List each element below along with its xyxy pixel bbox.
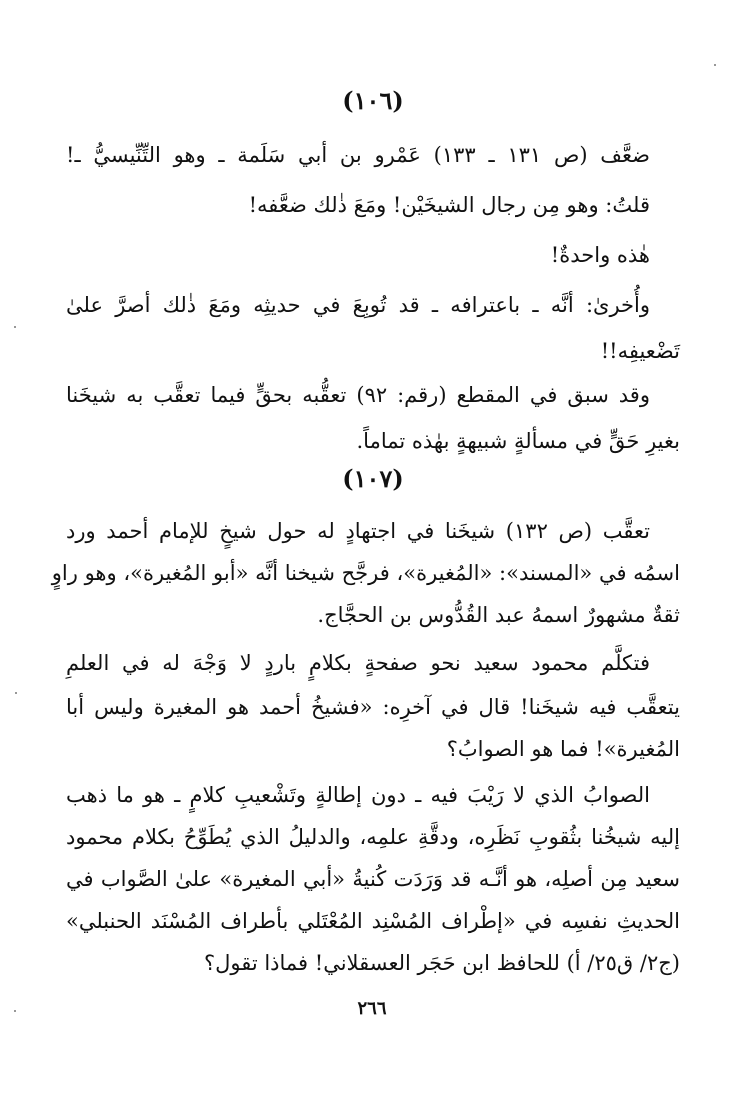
text-line: يتعقَّب فيه شيخَنا! قال في آخرِه: «فشيخُ أحمد هو المغيرة وليس أبا xyxy=(66,695,680,719)
scan-speck xyxy=(15,692,17,694)
section-heading-106: (١٠٦) xyxy=(342,86,404,115)
text-line: سعيد مِن أصلِه، هو أنَّـه قد وَرَدَت كُنيةُ «أبي المغيرة» علىٰ الصَّواب في xyxy=(66,867,680,891)
text-line: اسمُه في «المسند»: «المُغيرة»، فرجَّح شيخنا أنَّه «أبو المُغيرة»، وهو راوٍ xyxy=(51,561,680,585)
text-line: وقد سبق في المقطع (رقم: ٩٢) تعقُّبه بحقٍّ فيما تعقَّب به شيخَنا xyxy=(66,383,650,407)
text-line: قلتُ: وهو مِن رجال الشيخَيْن! ومَعَ ذٰلك ضعَّفه! xyxy=(248,193,650,217)
section-106-body xyxy=(66,140,680,460)
text-line: وأُخرىٰ: أنَّه ـ باعترافه ـ قد تُوبِعَ في حديثِه ومَعَ ذٰلك أصرَّ علىٰ xyxy=(66,293,650,317)
text-line: الصوابُ الذي لا رَيْبَ فيه ـ دون إطالةٍ وتَشْعيبِ كلامٍ ـ هو ما ذهب xyxy=(66,783,650,807)
scan-speck xyxy=(714,64,716,66)
page-number: ٢٦٦ xyxy=(357,998,387,1019)
section-heading-107: (١٠٧) xyxy=(342,464,404,493)
text-line: ثقةٌ مشهورٌ اسمهُ عبد القُدُّوس بن الحجَّاج. xyxy=(317,603,680,627)
text-line: تعقَّب (ص ١٣٢) شيخَنا في اجتهادٍ له حول شيخٍ للإمام أحمد ورد xyxy=(66,519,651,543)
scan-speck xyxy=(14,326,16,328)
text-line: المُغيرة»! فما هو الصوابُ؟ xyxy=(446,737,680,761)
text-line: ضعَّف (ص ١٣١ ـ ١٣٣) عَمْرو بن أبي سَلَمة ـ وهو التِّنِّيسيُّ ـ! xyxy=(66,143,650,167)
scan-speck xyxy=(14,1010,16,1012)
section-107-body xyxy=(51,516,680,986)
text-line: (ج٢/ ق٢٥/ أ) للحافظ ابن حَجَر العسقلاني! فماذا تقول؟ xyxy=(203,951,680,975)
text-line: هٰذه واحدةٌ! xyxy=(550,243,650,267)
text-line: إليه شيخُنا بثُقوبِ نَظَرِه، ودقَّةِ علمِه، والدليلُ الذي يُطَوِّحُ بكلام محمود xyxy=(66,825,680,849)
text-line: تَضْعيفِه!! xyxy=(600,339,680,363)
text-line: بغيرِ حَقٍّ في مسألةٍ شبيهةٍ بهٰذه تماماً. xyxy=(356,429,680,453)
text-line: فتكلَّم محمود سعيد نحو صفحةٍ بكلامٍ باردٍ لا وَجْهَ له في العلمِ xyxy=(66,651,650,675)
text-line: الحديثِ نفسِه في «إطْراف المُسْنِد المُعْتَلي بأطراف المُسْنَد الحنبلي» xyxy=(66,909,680,933)
